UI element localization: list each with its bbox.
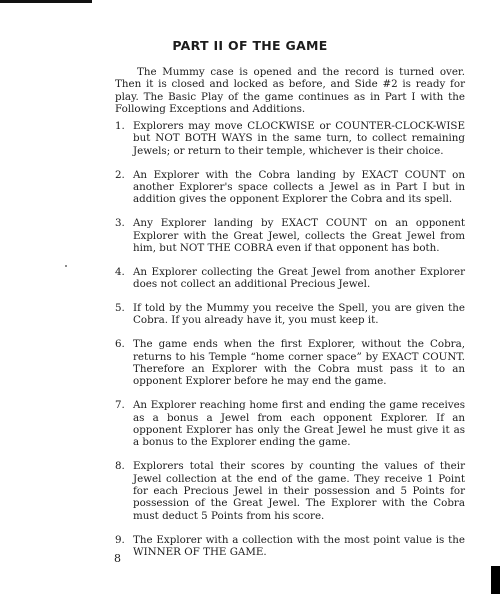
rule-text: The Explorer with a collection with the most point value is the WINNER OF THE GAME. [133, 533, 465, 559]
rule-item [115, 302, 465, 327]
rule-item [115, 534, 465, 559]
rule-text: Any Explorer landing by EXACT COUNT on an opponent Explorer with the Great Jewel, collects the Great Jewel from him, but NOT THE COBRA even if that opponent has both. [133, 217, 465, 255]
rule-number: 2. [115, 168, 125, 181]
rule-text: An Explorer reaching home first and ending the game receives as a bonus a Jewel from each opponent Explorer. If an opponent Explorer has only the Great Jewel he must give it as a bonus to the Explorer ending the game. [133, 399, 465, 449]
right-edge-mark [491, 566, 500, 594]
rule-number: 7. [115, 399, 125, 412]
rule-text: The game ends when the first Explorer, without the Cobra, returns to his Temple “home corner space” by EXACT COUNT. Therefore an Explorer with the Cobra must pass it to an opponent Explorer before he may end the game. [133, 338, 465, 388]
rule-number: 6. [115, 338, 125, 351]
rule-text: If told by the Mummy you receive the Spell, you are given the Cobra. If you already have it, you must keep it. [133, 302, 465, 327]
rule-text: Explorers may move CLOCKWISE or COUNTER-CLOCK-WISE but NOT BOTH WAYS in the same turn, to collect remaining Jewels; or return to their temple, whichever is their choice. [133, 120, 465, 157]
rule-text: An Explorer collecting the Great Jewel from another Explorer does not collect an additional Precious Jewel. [133, 265, 465, 291]
rule-item [115, 266, 465, 291]
rule-item [115, 460, 465, 522]
rule-item [115, 399, 465, 449]
intro-text: The Mummy case is opened and the record is turned over. Then it is closed and locked as before, and Side #2 is ready for play. The Basic Play of the game continues as in Part I with the Following Exceptions and Additions. [115, 66, 465, 116]
page-number: 8 [114, 552, 121, 565]
rule-number: 4. [115, 265, 125, 278]
intro-paragraph [115, 66, 465, 116]
rule-text: Explorers total their scores by counting the values of their Jewel collection at the end of the game. They receive 1 Point for each Precious Jewel in their possession and 5 Points for possession of the Great Jewel. The Explorer with the Cobra must deduct 5 Points from his score. [133, 460, 465, 522]
stray-dot [65, 265, 67, 267]
rule-item [115, 217, 465, 254]
rule-number: 8. [115, 460, 125, 473]
rule-number: 9. [115, 533, 125, 546]
rule-item [115, 169, 465, 206]
page-title: PART II OF THE GAME [172, 38, 328, 53]
rule-number: 3. [115, 217, 125, 230]
rules-list [115, 120, 465, 570]
rule-item [115, 338, 465, 388]
rule-text: An Explorer with the Cobra landing by EXACT COUNT on another Explorer's space collects a Jewel as in Part I but in addition gives the opponent Explorer the Cobra and its spell. [133, 168, 465, 206]
top-scan-bar [0, 0, 92, 3]
rule-number: 1. [115, 120, 125, 132]
rule-item [115, 120, 465, 157]
rule-number: 5. [115, 302, 125, 315]
